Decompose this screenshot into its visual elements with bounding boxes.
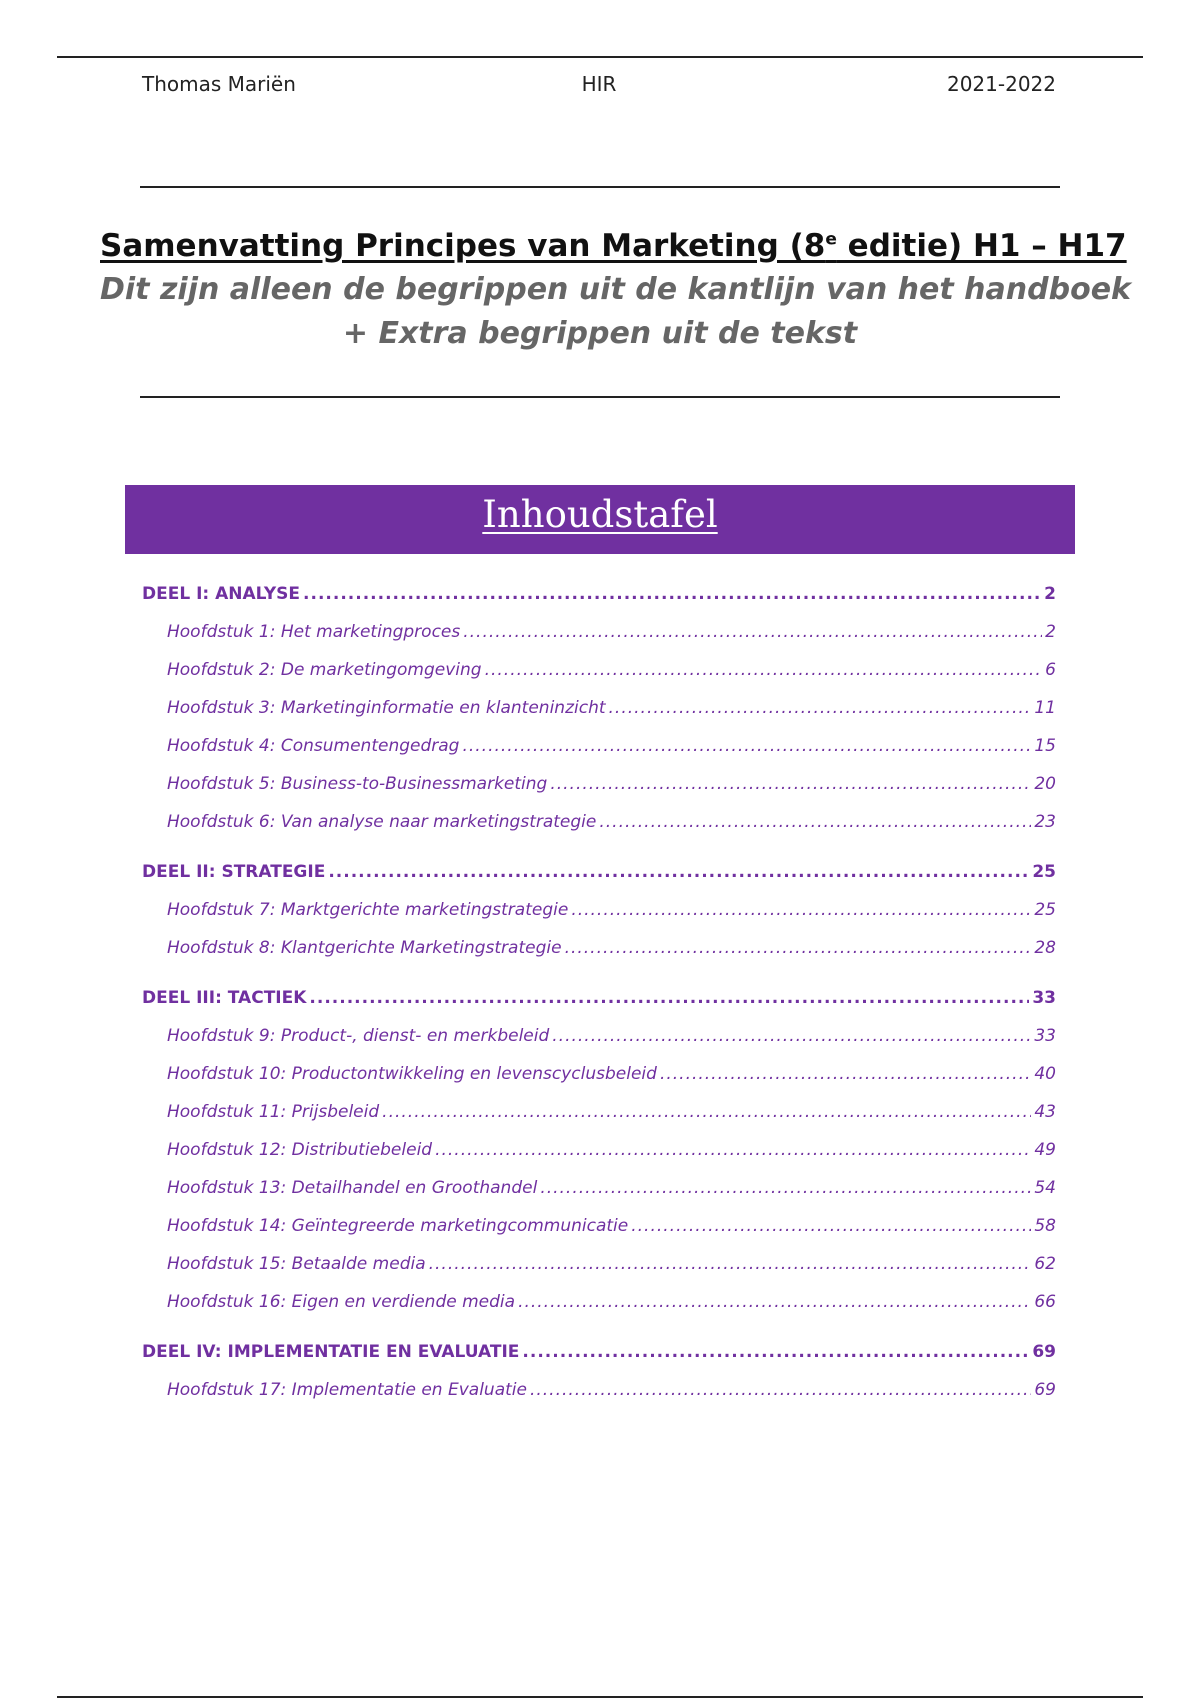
toc-page-number: 6 bbox=[1045, 660, 1056, 680]
toc-entry-label: Hoofdstuk 13: Detailhandel en Groothandel bbox=[167, 1178, 538, 1198]
toc-banner bbox=[125, 485, 1075, 554]
toc-chapter-entry[interactable] bbox=[142, 1055, 1056, 1093]
document-title-part1: Samenvatting Principes van Marketing (8 bbox=[100, 228, 826, 264]
toc-chapter-entry[interactable] bbox=[142, 929, 1056, 967]
toc-chapter-entry[interactable] bbox=[142, 1207, 1056, 1245]
toc-page-number: 2 bbox=[1045, 622, 1056, 642]
toc-dot-leader bbox=[522, 1333, 1029, 1371]
title-rule-top bbox=[140, 186, 1060, 188]
toc-dot-leader bbox=[530, 1371, 1031, 1409]
toc-entry-label: Hoofdstuk 3: Marketinginformatie en klanteninzicht bbox=[167, 698, 606, 718]
toc-entry-label: Hoofdstuk 15: Betaalde media bbox=[167, 1254, 426, 1274]
document-subtitle-line2: + Extra begrippen uit de tekst bbox=[342, 316, 858, 351]
toc-entry-label: Hoofdstuk 7: Marktgerichte marketingstrategie bbox=[167, 900, 569, 920]
toc-page-number: 23 bbox=[1034, 812, 1056, 832]
toc-dot-leader bbox=[435, 1131, 1031, 1169]
toc-entry-label: Hoofdstuk 14: Geïntegreerde marketingcommunicatie bbox=[167, 1216, 629, 1236]
toc-heading: Inhoudstafel bbox=[482, 493, 718, 536]
toc-entry-label: DEEL I: ANALYSE bbox=[142, 584, 301, 604]
document-subtitle-line1: Dit zijn alleen de begrippen uit de kantlijn van het handboek bbox=[100, 272, 1131, 307]
document-title-part2: editie) H1 – H17 bbox=[836, 228, 1127, 264]
toc-page-number: 62 bbox=[1034, 1254, 1056, 1274]
toc-page-number: 66 bbox=[1034, 1292, 1056, 1312]
toc-chapter-entry[interactable] bbox=[142, 727, 1056, 765]
toc-page-number: 54 bbox=[1034, 1178, 1056, 1198]
toc-dot-leader bbox=[631, 1207, 1031, 1245]
toc-entry-label: DEEL IV: IMPLEMENTATIE EN EVALUATIE bbox=[142, 1342, 520, 1362]
toc-dot-leader bbox=[328, 853, 1029, 891]
toc-dot-leader bbox=[540, 1169, 1031, 1207]
toc-part-entry[interactable] bbox=[142, 853, 1056, 891]
toc-dot-leader bbox=[429, 1245, 1032, 1283]
header-year: 2021-2022 bbox=[946, 72, 1056, 96]
toc-dot-leader bbox=[552, 1017, 1031, 1055]
toc-dot-leader bbox=[462, 727, 1031, 765]
toc-entry-label: Hoofdstuk 5: Business-to-Businessmarketing bbox=[167, 774, 548, 794]
toc-chapter-entry[interactable] bbox=[142, 1245, 1056, 1283]
toc-dot-leader bbox=[609, 689, 1032, 727]
document-title bbox=[100, 228, 1127, 264]
header-author: Thomas Mariën bbox=[142, 72, 296, 96]
toc-page-number: 20 bbox=[1034, 774, 1056, 794]
toc-chapter-entry[interactable] bbox=[142, 1131, 1056, 1169]
toc-dot-leader bbox=[485, 651, 1043, 689]
table-of-contents bbox=[142, 575, 1056, 1409]
toc-page-number: 2 bbox=[1044, 584, 1056, 604]
toc-page-number: 25 bbox=[1032, 862, 1056, 882]
title-rule-bottom bbox=[140, 396, 1060, 398]
toc-entry-label: Hoofdstuk 17: Implementatie en Evaluatie bbox=[167, 1380, 527, 1400]
toc-entry-label: Hoofdstuk 12: Distributiebeleid bbox=[167, 1140, 433, 1160]
toc-entry-label: DEEL II: STRATEGIE bbox=[142, 862, 326, 882]
toc-dot-leader bbox=[599, 803, 1031, 841]
toc-page-number: 69 bbox=[1034, 1380, 1056, 1400]
document-title-superscript: e bbox=[825, 229, 837, 250]
toc-part-entry[interactable] bbox=[142, 979, 1056, 1017]
toc-dot-leader bbox=[309, 979, 1029, 1017]
toc-dot-leader bbox=[463, 613, 1042, 651]
toc-page-number: 33 bbox=[1032, 988, 1056, 1008]
toc-part-entry[interactable] bbox=[142, 1333, 1056, 1371]
toc-dot-leader bbox=[550, 765, 1031, 803]
toc-dot-leader bbox=[518, 1283, 1031, 1321]
toc-chapter-entry[interactable] bbox=[142, 1283, 1056, 1321]
toc-page-number: 49 bbox=[1034, 1140, 1056, 1160]
toc-page-number: 33 bbox=[1034, 1026, 1056, 1046]
toc-entry-label: Hoofdstuk 1: Het marketingproces bbox=[167, 622, 461, 642]
toc-entry-label: Hoofdstuk 10: Productontwikkeling en levenscyclusbeleid bbox=[167, 1064, 657, 1084]
toc-chapter-entry[interactable] bbox=[142, 1093, 1056, 1131]
toc-page-number: 69 bbox=[1032, 1342, 1056, 1362]
toc-dot-leader bbox=[303, 575, 1041, 613]
toc-chapter-entry[interactable] bbox=[142, 1017, 1056, 1055]
header-top-rule bbox=[57, 56, 1143, 58]
footer-rule bbox=[57, 1696, 1143, 1698]
toc-entry-label: Hoofdstuk 9: Product-, dienst- en merkbeleid bbox=[167, 1026, 550, 1046]
toc-page-number: 40 bbox=[1034, 1064, 1056, 1084]
toc-chapter-entry[interactable] bbox=[142, 1169, 1056, 1207]
toc-chapter-entry[interactable] bbox=[142, 1371, 1056, 1409]
toc-chapter-entry[interactable] bbox=[142, 765, 1056, 803]
toc-page-number: 43 bbox=[1034, 1102, 1056, 1122]
toc-chapter-entry[interactable] bbox=[142, 651, 1056, 689]
toc-dot-leader bbox=[660, 1055, 1031, 1093]
toc-page-number: 58 bbox=[1034, 1216, 1056, 1236]
toc-chapter-entry[interactable] bbox=[142, 803, 1056, 841]
toc-dot-leader bbox=[382, 1093, 1031, 1131]
toc-entry-label: Hoofdstuk 8: Klantgerichte Marketingstrategie bbox=[167, 938, 562, 958]
toc-page-number: 11 bbox=[1034, 698, 1056, 718]
toc-page-number: 28 bbox=[1034, 938, 1056, 958]
toc-dot-leader bbox=[565, 929, 1032, 967]
toc-page-number: 15 bbox=[1034, 736, 1056, 756]
toc-entry-label: DEEL III: TACTIEK bbox=[142, 988, 307, 1008]
page-header bbox=[142, 72, 1056, 102]
toc-chapter-entry[interactable] bbox=[142, 613, 1056, 651]
toc-entry-label: Hoofdstuk 2: De marketingomgeving bbox=[167, 660, 482, 680]
toc-entry-label: Hoofdstuk 11: Prijsbeleid bbox=[167, 1102, 380, 1122]
toc-entry-label: Hoofdstuk 6: Van analyse naar marketingstrategie bbox=[167, 812, 597, 832]
toc-dot-leader bbox=[571, 891, 1031, 929]
toc-entry-label: Hoofdstuk 16: Eigen en verdiende media bbox=[167, 1292, 516, 1312]
toc-page-number: 25 bbox=[1034, 900, 1056, 920]
toc-part-entry[interactable] bbox=[142, 575, 1056, 613]
toc-chapter-entry[interactable] bbox=[142, 891, 1056, 929]
toc-chapter-entry[interactable] bbox=[142, 689, 1056, 727]
header-course: HIR bbox=[581, 72, 617, 96]
toc-entry-label: Hoofdstuk 4: Consumentengedrag bbox=[167, 736, 460, 756]
